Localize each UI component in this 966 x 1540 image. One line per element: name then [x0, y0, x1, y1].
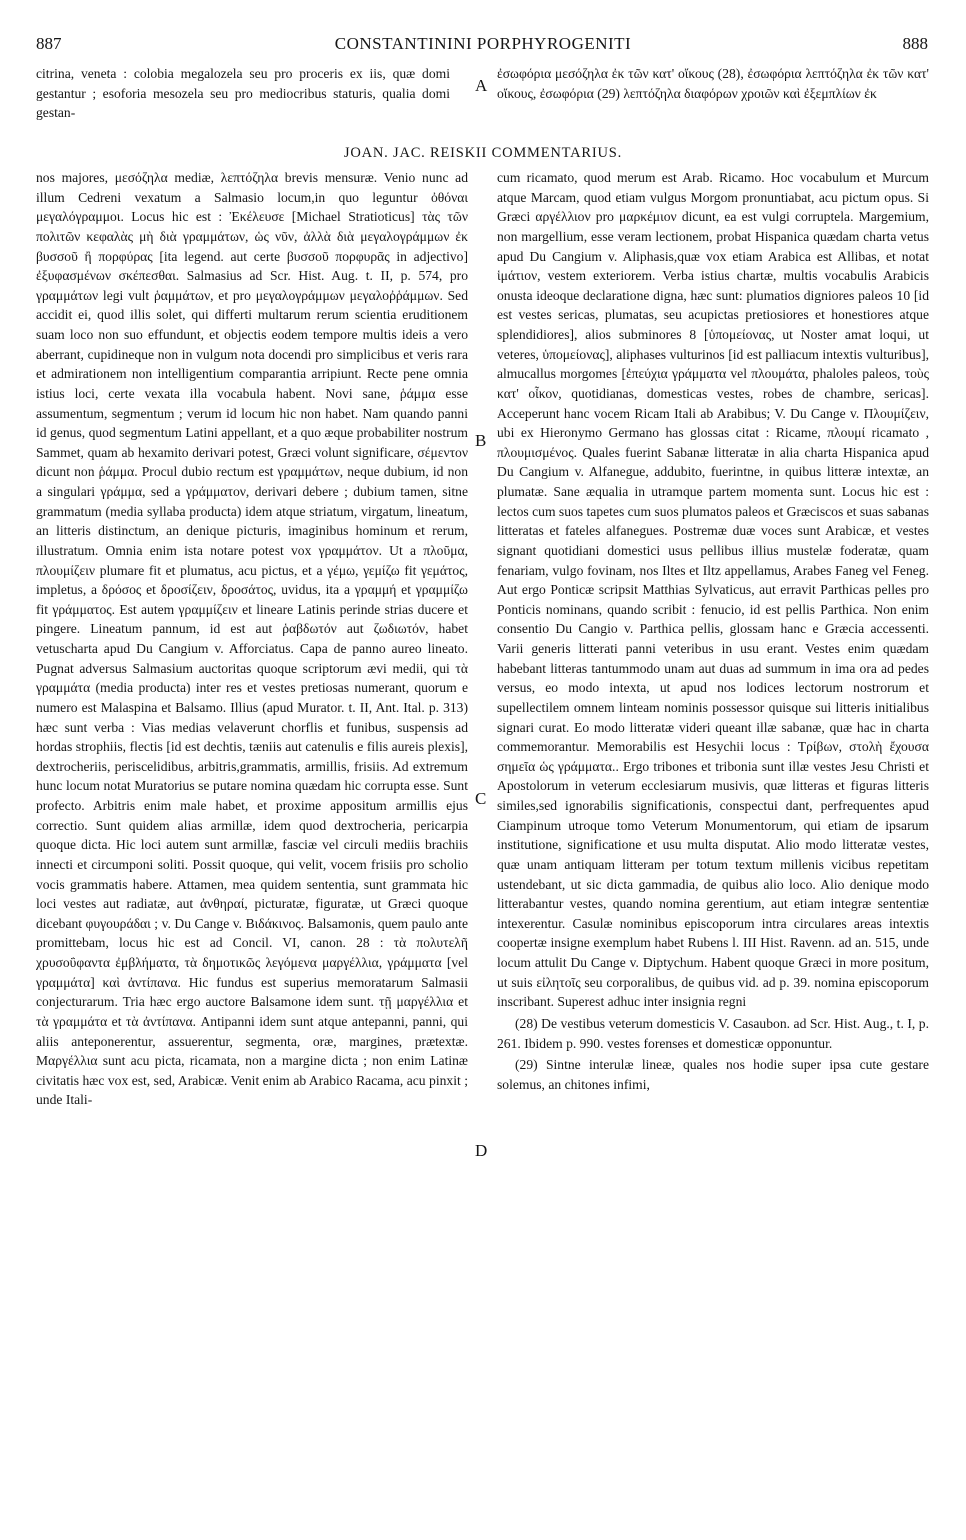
margin-letter-c: C	[475, 789, 487, 808]
latin-translation-text: citrina, veneta : colobia megalozela seu pro proceris ex iis, quæ domi gestantur ; esoforia mesozela seu pro mediocribus staturis, qualia domi gestan-	[36, 66, 450, 121]
footnote-29: (29) Sintne interulæ lineæ, quales nos hodie super ipsa cute gestare solemus, an chitones infimi,	[497, 1057, 929, 1092]
running-head	[0, 0, 966, 60]
margin-letter-d: D	[475, 1141, 488, 1160]
book-title: CONSTANTININI PORPHYROGENITI	[334, 34, 632, 53]
footnote-28: (28) De vestibus veterum domesticis V. Casaubon. ad Scr. Hist. Aug., t. I, p. 261. Ibidem p. 990. vestes forenses et domesticæ opponuntur.	[497, 1015, 929, 1051]
page-number-left: 887	[36, 34, 62, 53]
commentary-heading: JOAN. JAC. REISKII COMMENTARIUS.	[343, 145, 623, 161]
margin-letter-a: A	[475, 76, 488, 95]
latin-translation-column	[36, 64, 450, 123]
commentary-left-column	[36, 168, 468, 1530]
page-number-right: 888	[902, 34, 928, 53]
margin-letter-b: B	[475, 431, 487, 450]
commentary-right-column	[497, 168, 929, 1530]
commentary-left-text: nos majores, μεσόζηλα mediæ, λεπτόζηλα brevis mensuræ. Venio nunc ad illum Cedreni vexatum a Salmasio locum,in quo leguntur ὀθόναι μεγαλόγραμμοι. Locus hic est : Ἐκέλευσε [Michael Stratioticus] τὰς τῶν πολιτῶν κεφαλὰς μὴ διὰ γραμμάτων, ὡς νῦν, ἀλλὰ διὰ μεγαλογράμμων ἐκ βυσσοῦ ἢ πορφύρας [ita legend. aut certe βυσσοῦ πορφυρᾶς in adjectivo] ἐξυφασμένων σκέπεσθαι. Salmasius ad Scr. Hist. Aug. t. II, p. 574, pro γραμμάτων legi vult ῥαμμάτων, et pro μεγαλογράμμων μεγαλοῤῥάμμων. Sed accidit ei, quod illis solet, qui differti multarum rerum scientia eruditionem suam loco non suo effundunt, et objectis eodem tempore multis ideis a vero aberrant, cupidineque non in vulgum nota docendi pro simplicibus et veris rara et admirationem non intelligentium comparantia arripiunt. Recte pene omnia istius loci, certe vexata illa vocabula habent. Novi sane, ῥάμμα esse assumentum, segmentum ; verum id locum hic non habet. Nam quando panni id genus, quod segmentum Latini appellant, et a quo æque probabiliter nostrum Sammet, quam ab hexamito derivari potest, Græci volunt significare, σέμεντον dicunt non ῥάμμα. Procul dubio rectum est γραμμάτων, neque dubium, id non a singulari γράμμα, sed a γράμματον, derivari debere ; dubium tamen, sitne grammatum (media syllaba producta) idem atque striatum, virgatum, lineatum, an litteris distinctum, an denique picturis, imaginibus hominum et rerum, illustratum. Omnia enim ista notare potest vox γραμμάτον. Ut a πλοῦμα, πλουμίζειν plumare fit et plumatus, acu pictus, et a γέμω, γεμίζω fit γεμάτος, impletus, a δρόσος et δροσίζειν, δροσάτος, uvidus, ita a γραμμή et γραμμίζω fit γράμματος. Est autem γραμμίζειν et lineare Latinis perinde strias ducere et pingere. Lineatum pannum, id est aut ῥαβδωτόν aut ζωδιωτόν, habet vetuscharta apud Du Cangium v. Afforciatus. Capa de panno aureo lineato. Pugnat adversus Salmasium auctoritas quoque scriptorum ævi medii, qui τὰ γραμμάτα (media producta) inter res et vestes pretiosas numerant, quorum e numero est Malaspina et Balsamo. Illius (apud Murator. t. II, Ant. Ital. p. 313) hæc sunt verba : Vias medias velaverunt chorflis et funibus, suspensis ad hordas strophiis, flectis [id est dechtis, tæniis aut catenulis e filis aureis plexis], dextrocheriis, periscelidibus, arbitris,grammatis, armillis, frisiis. Ad extremum hunc locum notat Muratorius se putare nomina quædam hic corrupta esse. Sunt profecto. Arbitris enim male habet, et proxime appositum armillis ejus correctio. Sunt quidem alias armillæ, idem quod dextrocheria, pericarpia quoque dicta. Hic loci autem sunt armillæ, fasciæ vel circuli mediis brachiis innecti et circumponi soliti. Possit quoque, qui velit, vocem frisiis pro scholio vocis grammatis habere. Attamen, mea quidem sententia, sunt grammata hic loci vestes aut radiatæ, aut ἀνθηραί, picturatæ, figuratæ, ut Græci quoque dicebant φυγουράδαι ; v. Du Cange v. Βιδάκινος. Balsamonis, quem paulo ante promittebam, locus hic est ad Concil. VI, canon. 28 : τὰ πολυτελῆ χρυσοΰφαντα ἐμβλήματα, τὰ δημοτικῶς λεγόμενα μαργέλλια, γράμματα [vel γραμμάτα] καὶ ἀντίπανα. Hic fundus est superius memoratarum Salmasii conjecturarum. Tria hæc ergo auctore Balsamone idem sunt. τῇ μαργέλλια et τὰ γραμμάτα et τὰ ἀντίπανα. Antipanni idem sunt atque antepanni, panni, qui aliis anteponerentur, assuerentur, segmenta, oræ, margines, prætextæ. Μαργέλλια sunt acu picta, ricamata, non a margine dicta ; non enim Latinæ civitatis hæc vox est, sed, Arabicæ. Venit enim ab Arabico Racama, acu pinxit ; unde Itali-	[36, 170, 468, 1108]
greek-text: ἐσωφόρια μεσόζηλα ἐκ τῶν κατ' οἴκους (28), ἐσωφόρια λεπτόζηλα ἐκ τῶν κατ' οἴκους, ἐσωφόρια (29) λεπτόζηλα διαφόρων χροιῶν καὶ ἐξεμπλίων ἐκ	[497, 66, 929, 101]
commentary-right-text: cum ricamato, quod merum est Arab. Ricamo. Hoc vocabulum et Murcum atque Marcam, quod etiam vulgus Morgom pronuntiabat, acu pictum opus. Si Græci αργέλλιον pro μαρκέμιον dicunt, ea est vulgi corruptela. Margemium, non margellium, esse veram lectionem, probat Hispanica quædam charta vetus apud Du Cangium v. Aliphasis,quæ vox etiam Arabica est Allibas, et notat ἱμάτιον, vestem exteriorem. Verba istius chartæ, multis vocabulis Arabicis onusta ideoque declaratione digna, hæc sunt: plumatios digniores paleos 10 [id est vestes sericas, plumatas, seu acupictas pretiosiores et honestiores atque splendidiores], alios subminores 8 [ὑπομείονας, ut Noster amat loqui, ut veteres, ὑπομείονας], aliphases vulturinos [id est palliacum intextis vulturibus], almucallus morgomes [ἐπεύχια γράμματα vel πλουμάτα, phaloles paleos, τοὺς κατ' οἶκον, quotidianas, domesticas vestes, robes de chambre, sericas]. Acceperunt hanc vocem Ricam Itali ab Arabibus; V. Du Cange v. Πλουμίζειν, ubi ex Hieronymo Germano has glossas citat : Ricame, πλουμί ricamato , πλουμισμένος. Quales fuerint Sabanæ litteratæ in alia charta Hispanica apud Du Cangium v. Alfanegue, addubito, fuerintne, in quibus litteræ intextæ, an plumatæ. Sane æqualia in utramque partem momenta sunt. Locus hic est : lectos cum suos tapetes cum suos plumatos paleos et Græciscos et suas sabanas litteratas et fateles alfanegues. Postremæ duæ voces sunt Arabicæ, et vestes signant quotidiani domestici usus pellibus illius mustelæ foderatæ, quam fenariam, vulgo fovinam, nos Iltes et Iltz appellamus, Arabes Faneg vel Feneg. Aut ergo Ponticæ scripsit Matthias Sylvaticus, aut erravit Parthicas pelles pro Ponticis nominans, quando scribit : fenucio, id est pellis Parthica. Non enim consentio Du Cangio v. Parthica pellis, glossam hanc e Græcia accessenti. Varii generis litterati panni veteribus in usu erant. Vestes enim quædam habebant litteras tantummodo unam aut duas ad summum in ima ora ad pedes versus, eo modo intexta, ut apud nos lodices lectorum nostrorum et supellectilem omnem linteam nominis possessor quisque sui litteris initialibus signari curat. Eo modo litteratæ videri queant illæ sabanæ, quæ hac in charta commemorantur. Memorabilis est Hesychii locus : Τρίβων, στολὴ ἔχουσα σημεῖα ὡς γράμματα.. Ergo tribones et tribonia sunt illæ vestes Jesu Christi et Apostolorum in veterum ecclesiarum musivis, quæ litteras et figuras litteris similes,sed ignorabilis significationis, conspectui dant, perfrequentes apud Ciampinum utroque tomo Veterum Monumentorum, qui etiam de ipsarum institutione, significatione et usu multa disputat. Alio modo litteratæ vestes, quæ unam antiquam litteram per totum textum millenis vicibus repetitam ustendebant, ut sic dicta gammadia, de quibus alio loco. Alio denique modo litterabantur vestes, quando nomina gerentium, aut etiam integræ sententiæ intexerentur. Casulæ nominibus episcoporum intra circulares areas intextis coopertæ insigne exemplum habet Rubens l. III Hist. Ravenn. ad an. 515, unde locum attulit Du Cange v. Diptychum. Habent quoque Græci in more positum, ut suis εἰλητοῖς seu corporalibus, de quibus vid. ad p. 39. nomina episcoporum inscribant. Superest adhuc inter insignia regni	[497, 170, 929, 1010]
greek-text-column	[497, 64, 929, 103]
